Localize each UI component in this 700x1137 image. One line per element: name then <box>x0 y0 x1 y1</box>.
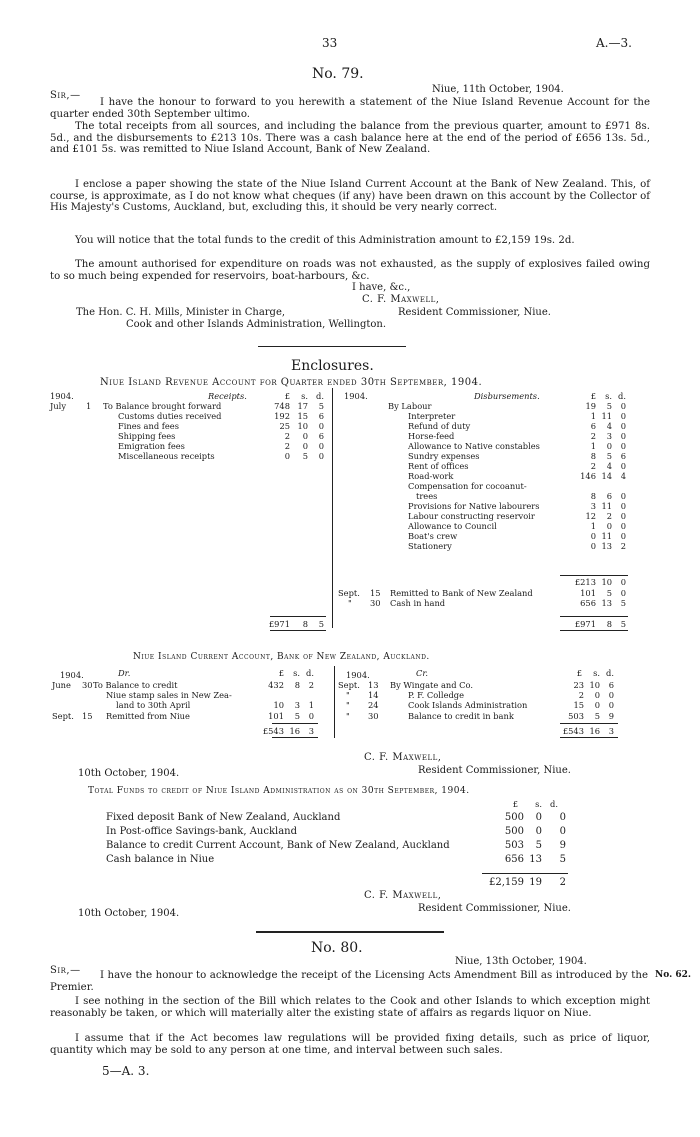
revenue-left-month: July <box>50 401 67 411</box>
receipts-col-pounds: £ <box>284 391 290 401</box>
dr-row-pence: 0 <box>308 711 314 721</box>
cr-total-pence: 3 <box>608 726 614 736</box>
letter-79-addressee-line-1: The Hon. C. H. Mills, Minister in Charge, <box>76 307 286 318</box>
cr-row-day: 30 <box>368 711 379 721</box>
dr-row-shillings: 8 <box>294 680 300 690</box>
disbursement-item-label: Provisions for Native labourers <box>408 501 540 511</box>
disbursement-item-shillings: 13 <box>601 541 612 551</box>
letter-79-closing: I have, &c., <box>352 282 411 293</box>
receipts-total-pence: 5 <box>318 619 324 629</box>
disbursement-item-pounds: 0 <box>590 541 596 551</box>
disbursement-item-label: By Labour <box>388 401 432 411</box>
funds-row-pence: 0 <box>559 826 566 837</box>
disb-total-pounds: £971 <box>574 619 596 629</box>
dr-total-pence: 3 <box>308 726 314 736</box>
funds-row-label: Cash balance in Niue <box>106 854 215 865</box>
disbursement-item-pounds: 19 <box>585 401 596 411</box>
dr-row-shillings: 5 <box>294 711 300 721</box>
cr-row-label: Balance to credit in bank <box>408 711 514 721</box>
dr-row-label: To Balance to credit <box>93 680 178 690</box>
disbursement-item-pounds: 146 <box>580 471 596 481</box>
funds-row-label: In Post-office Savings-bank, Auckland <box>106 826 298 837</box>
dr-col-pounds: £ <box>278 668 284 678</box>
current-date: 10th October, 1904. <box>78 768 180 779</box>
sept-row-month: Sept. <box>338 588 360 598</box>
current-right-year: 1904. <box>346 670 370 680</box>
disb-col-pence: d. <box>618 391 626 401</box>
receipt-item-shillings: 5 <box>302 451 308 461</box>
disbursement-item-shillings: 2 <box>606 511 612 521</box>
funds-row-label: Balance to credit Current Account, Bank of New Zealand, Auckland <box>106 840 450 851</box>
letter-79-paragraph-5: The amount authorised for expenditure on roads was not exhausted, as the supply of explosives failed owing to so much being expended for reservoirs, boat-harbours, &c. <box>50 259 650 282</box>
dr-row-pence: 1 <box>308 700 314 710</box>
disbursement-item-pence: 0 <box>620 521 626 531</box>
sept-row-pence: 0 <box>620 588 626 598</box>
sept-row-pounds: 101 <box>580 588 596 598</box>
disbursement-item-pounds: 0 <box>590 531 596 541</box>
letter-79-paragraph-3: I enclose a paper showing the state of the Niue Island Current Account at the Bank of New Zealand. This, of course, is approximate, as I do not know what cheques (if any) have been drawn on this account by the Collector of His Majesty's Customs, Auckland, but, excluding this, it should be very nearly correct. <box>50 179 650 214</box>
disbursement-item-pence: 0 <box>620 511 626 521</box>
disbursement-item-shillings: 0 <box>606 521 612 531</box>
disbursement-item-pounds: 1 <box>590 411 596 421</box>
disbursement-item-pounds: 6 <box>590 421 596 431</box>
letter-79-salutation: Sir,— <box>50 90 81 101</box>
sept-row-shillings: 13 <box>601 598 612 608</box>
disbursement-item-shillings: 14 <box>601 471 612 481</box>
letter-80-title: No. 80. <box>311 940 363 956</box>
dr-total-underline <box>272 737 318 738</box>
sept-row-shillings: 5 <box>606 588 612 598</box>
section-divider <box>258 346 406 347</box>
receipt-item-pence: 0 <box>318 421 324 431</box>
cr-row-month: Sept. <box>338 680 360 690</box>
receipt-item-pounds: 2 <box>284 431 290 441</box>
letter-79-signature: C. F. Maxwell, <box>362 294 440 305</box>
receipt-item-label: Emigration fees <box>118 441 185 451</box>
cr-row-pence: 6 <box>608 680 614 690</box>
receipts-total-rule <box>270 616 326 617</box>
funds-total-shillings: 19 <box>529 877 542 888</box>
disbursement-item-label: Road-work <box>408 471 454 481</box>
cr-row-label: Cook Islands Administration <box>408 700 528 710</box>
funds-row-shillings: 0 <box>535 826 542 837</box>
disb-total-pence: 5 <box>620 619 626 629</box>
disb-col-pounds: £ <box>590 391 596 401</box>
disbursement-item-shillings: 4 <box>606 421 612 431</box>
cr-row-pounds: 15 <box>573 700 584 710</box>
letter-80-date: Niue, 13th October, 1904. <box>455 956 587 967</box>
disb-total-rule <box>560 616 628 617</box>
disb-subtotal-pounds: £213 <box>574 577 596 587</box>
cr-row-day: 14 <box>368 690 379 700</box>
disbursement-item-pence: 0 <box>620 431 626 441</box>
cr-total-underline <box>560 737 618 738</box>
receipt-item-label: To Balance brought forward <box>103 401 222 411</box>
cr-row-pence: 0 <box>608 690 614 700</box>
receipt-item-label: Shipping fees <box>118 431 176 441</box>
cr-total-pounds: £543 <box>562 726 584 736</box>
disbursement-item-label: trees <box>416 491 438 501</box>
disbursement-item-shillings: 3 <box>606 431 612 441</box>
cr-row-pounds: 2 <box>578 690 584 700</box>
sept-row-label: Cash in hand <box>390 598 446 608</box>
disbursement-item-shillings: 6 <box>606 491 612 501</box>
receipt-item-pounds: 748 <box>274 401 290 411</box>
sept-row-pounds: 656 <box>580 598 596 608</box>
disbursement-item-pounds: 8 <box>590 451 596 461</box>
letter-80-salutation: Sir,— <box>50 965 81 976</box>
disbursement-item-pence: 0 <box>620 531 626 541</box>
cr-row-shillings: 0 <box>594 690 600 700</box>
letter-79-addressee-line-2: Cook and other Islands Administration, Wellington. <box>126 319 387 330</box>
letter-79-signature-title: Resident Commissioner, Niue. <box>398 307 551 318</box>
funds-signature: C. F. Maxwell, <box>364 890 442 901</box>
disbursement-item-label: Allowance to Council <box>408 521 497 531</box>
receipt-item-shillings: 0 <box>302 441 308 451</box>
receipt-item-pence: 6 <box>318 411 324 421</box>
sept-row-pence: 5 <box>620 598 626 608</box>
disbursement-item-pounds: 1 <box>590 441 596 451</box>
disbursement-item-shillings: 4 <box>606 461 612 471</box>
disbursement-item-pence: 4 <box>620 471 626 481</box>
cr-row-month: " <box>346 711 350 721</box>
cr-row-shillings: 0 <box>594 700 600 710</box>
dr-row-day: 30 <box>82 680 93 690</box>
disbursement-item-shillings: 0 <box>606 441 612 451</box>
cr-label: Cr. <box>416 668 429 678</box>
receipt-item-label: Customs duties received <box>118 411 222 421</box>
funds-row-pounds: 503 <box>504 840 524 851</box>
funds-col-shillings: s. <box>535 799 542 809</box>
disbursement-item-pence: 0 <box>620 491 626 501</box>
dr-row-label: Remitted from Niue <box>106 711 190 721</box>
disbursement-item-pounds: 2 <box>590 431 596 441</box>
receipt-item-shillings: 0 <box>302 431 308 441</box>
current-left-year: 1904. <box>60 670 84 680</box>
revenue-left-year: 1904. <box>50 391 74 401</box>
funds-row-pence: 0 <box>559 812 566 823</box>
receipt-item-pence: 6 <box>318 431 324 441</box>
receipt-item-shillings: 10 <box>297 421 308 431</box>
disbursement-item-pence: 0 <box>620 401 626 411</box>
disbursement-item-label: Interpreter <box>408 411 456 421</box>
disbursement-item-pence: 0 <box>620 411 626 421</box>
current-signature: C. F. Maxwell, <box>364 752 442 763</box>
disbursement-item-label: Rent of offices <box>408 461 469 471</box>
letter-79-paragraph-4: You will notice that the total funds to the credit of this Administration amount to £2,159 19s. 2d. <box>75 235 575 246</box>
receipt-item-pounds: 2 <box>284 441 290 451</box>
funds-col-pounds: £ <box>512 799 518 809</box>
disbursement-item-shillings: 5 <box>606 451 612 461</box>
cr-row-label: P. F. Colledge <box>408 690 465 700</box>
disbursement-item-shillings: 11 <box>601 411 612 421</box>
dr-total-shillings: 16 <box>289 726 300 736</box>
disb-subtotal-shillings: 10 <box>601 577 612 587</box>
disb-col-shillings: s. <box>605 391 612 401</box>
disbursement-item-label: Compensation for cocoanut- <box>408 481 527 491</box>
disbursement-item-shillings: 5 <box>606 401 612 411</box>
dr-row-month: Sept. <box>52 711 74 721</box>
funds-row-pence: 9 <box>559 840 566 851</box>
sept-row-day: 30 <box>370 598 381 608</box>
sept-row-month: " <box>348 598 352 608</box>
cr-row-pounds: 503 <box>568 711 584 721</box>
funds-row-label: Fixed deposit Bank of New Zealand, Auckland <box>106 812 341 823</box>
disbursement-item-label: Boat's crew <box>408 531 458 541</box>
receipts-total-underline <box>270 630 326 631</box>
current-account-heading: Niue Island Current Account, Bank of New Zealand, Auckland. <box>133 652 430 662</box>
receipt-item-pounds: 25 <box>279 421 290 431</box>
sept-row-label: Remitted to Bank of New Zealand <box>390 588 533 598</box>
document-ref: A.—3. <box>596 36 632 50</box>
funds-row-pence: 5 <box>559 854 566 865</box>
funds-total-rule <box>482 873 568 874</box>
funds-total-pence: 2 <box>559 877 566 888</box>
receipts-total-shillings: 8 <box>302 619 308 629</box>
current-center-divider <box>334 666 335 738</box>
disbursement-item-pence: 0 <box>620 461 626 471</box>
disbursement-item-pounds: 8 <box>590 491 596 501</box>
funds-date: 10th October, 1904. <box>78 908 180 919</box>
dr-row-pounds: 432 <box>268 680 284 690</box>
dr-row-pounds: 10 <box>273 700 284 710</box>
disbursement-item-pence: 2 <box>620 541 626 551</box>
dr-label: Dr. <box>118 668 131 678</box>
letter-80-paragraph-2: I see nothing in the section of the Bill which relates to the Cook and other Islands to which exception might reasonably be taken, or which will materially alter the existing state of affairs as regards liquor on Niue. <box>50 996 650 1019</box>
receipt-item-pence: 0 <box>318 441 324 451</box>
cr-row-pence: 0 <box>608 700 614 710</box>
dr-total-pounds: £543 <box>262 726 284 736</box>
page-number: 33 <box>322 36 338 50</box>
disbursement-item-label: Labour constructing reservoir <box>408 511 535 521</box>
letter-80-paragraph-3: I assume that if the Act becomes law regulations will be provided fixing details, such as price of liquor, quantity which may be sold to any person at one time, and interval between such sales. <box>50 1033 650 1056</box>
disbursement-item-label: Horse-feed <box>408 431 455 441</box>
disbursement-item-pence: 6 <box>620 451 626 461</box>
funds-row-shillings: 0 <box>535 812 542 823</box>
funds-col-pence: d. <box>550 799 558 809</box>
disbursement-item-pounds: 12 <box>585 511 596 521</box>
disbursement-item-pence: 0 <box>620 501 626 511</box>
receipt-item-shillings: 17 <box>297 401 308 411</box>
cr-col-pence: d. <box>606 668 614 678</box>
revenue-right-year: 1904. <box>344 391 368 401</box>
receipt-item-shillings: 15 <box>297 411 308 421</box>
letter-79-paragraph-2: The total receipts from all sources, and including the balance from the previous quarter, amount to £971 8s. 5d., and the disbursements to £213 10s. There was a cash balance here at the end of the period of £656 13s. 5d., and £101 5s. was remitted to Niue Island Account, Bank of New Zealand. <box>50 121 650 156</box>
dr-total-rule <box>272 723 318 724</box>
funds-row-pounds: 500 <box>504 826 524 837</box>
receipt-item-pounds: 0 <box>284 451 290 461</box>
funds-row-shillings: 5 <box>535 840 542 851</box>
cr-row-pounds: 23 <box>573 680 584 690</box>
cr-row-month: " <box>346 700 350 710</box>
dr-row-pounds: 101 <box>268 711 284 721</box>
letter-79-paragraph-1: I have the honour to forward to you herewith a statement of the Niue Island Revenue Account for the quarter ended 30th September ultimo. <box>50 97 650 120</box>
revenue-center-divider <box>332 388 333 628</box>
enclosures-title: Enclosures. <box>291 358 374 374</box>
disbursement-item-label: Sundry expenses <box>408 451 480 461</box>
disbursements-label: Disbursements. <box>474 391 540 401</box>
disb-total-underline <box>560 630 628 631</box>
funds-row-pounds: 500 <box>504 812 524 823</box>
cr-row-day: 13 <box>368 680 379 690</box>
letter-79-title: No. 79. <box>312 66 364 82</box>
revenue-account-heading: Niue Island Revenue Account for Quarter ended 30th September, 1904. <box>100 377 483 388</box>
disb-subtotal-pence: 0 <box>620 577 626 587</box>
disbursement-item-label: Stationery <box>408 541 452 551</box>
cr-col-shillings: s. <box>593 668 600 678</box>
letter-80-paragraph-1: I have the honour to acknowledge the receipt of the Licensing Acts Amendment Bill as introduced by the Premier. <box>50 970 648 993</box>
revenue-left-day: 1 <box>86 401 92 411</box>
dr-row-label: land to 30th April <box>116 700 191 710</box>
disbursement-item-pence: 0 <box>620 421 626 431</box>
cr-row-month: " <box>346 690 350 700</box>
receipt-item-pence: 0 <box>318 451 324 461</box>
letter-79-date: Niue, 11th October, 1904. <box>432 84 564 95</box>
receipt-item-pounds: 192 <box>274 411 290 421</box>
dr-row-month: June <box>52 680 71 690</box>
cr-col-pounds: £ <box>576 668 582 678</box>
dr-row-day: 15 <box>82 711 93 721</box>
receipts-total-pounds: £971 <box>268 619 290 629</box>
cr-row-shillings: 5 <box>594 711 600 721</box>
disbursement-item-label: Refund of duty <box>408 421 471 431</box>
funds-row-pounds: 656 <box>504 854 524 865</box>
letter-80-margin-ref: No. 62. <box>655 970 691 980</box>
funds-signature-title: Resident Commissioner, Niue. <box>418 903 571 914</box>
cr-row-label: By Wingate and Co. <box>390 680 474 690</box>
disbursement-item-shillings: 11 <box>601 501 612 511</box>
current-signature-title: Resident Commissioner, Niue. <box>418 765 571 776</box>
disbursement-item-pence: 0 <box>620 441 626 451</box>
disbursement-item-pounds: 3 <box>590 501 596 511</box>
funds-total-pounds: £2,159 <box>489 877 524 888</box>
funds-row-shillings: 13 <box>529 854 542 865</box>
cr-row-pence: 9 <box>608 711 614 721</box>
section-divider-heavy <box>256 931 444 933</box>
receipt-item-label: Miscellaneous receipts <box>118 451 215 461</box>
cr-total-shillings: 16 <box>589 726 600 736</box>
funds-heading: Total Funds to credit of Niue Island Administration as on 30th September, 1904. <box>88 786 470 796</box>
footer-signature-mark: 5—A. 3. <box>102 1064 150 1078</box>
disbursement-item-pounds: 1 <box>590 521 596 531</box>
receipt-item-label: Fines and fees <box>118 421 179 431</box>
disb-total-shillings: 8 <box>606 619 612 629</box>
disb-subtotal-rule <box>560 575 628 576</box>
receipts-col-shillings: s. <box>301 391 308 401</box>
receipt-item-pence: 5 <box>318 401 324 411</box>
cr-total-rule <box>560 723 618 724</box>
dr-col-pence: d. <box>306 668 314 678</box>
dr-col-shillings: s. <box>293 668 300 678</box>
cr-row-day: 24 <box>368 700 379 710</box>
receipts-col-pence: d. <box>316 391 324 401</box>
cr-row-shillings: 10 <box>589 680 600 690</box>
disbursement-item-pounds: 2 <box>590 461 596 471</box>
dr-row-shillings: 3 <box>294 700 300 710</box>
receipts-label: Receipts. <box>208 391 247 401</box>
sept-row-day: 15 <box>370 588 381 598</box>
disbursement-item-shillings: 11 <box>601 531 612 541</box>
dr-row-label: Niue stamp sales in New Zea- <box>106 690 232 700</box>
disbursement-item-label: Allowance to Native constables <box>408 441 540 451</box>
dr-row-pence: 2 <box>308 680 314 690</box>
